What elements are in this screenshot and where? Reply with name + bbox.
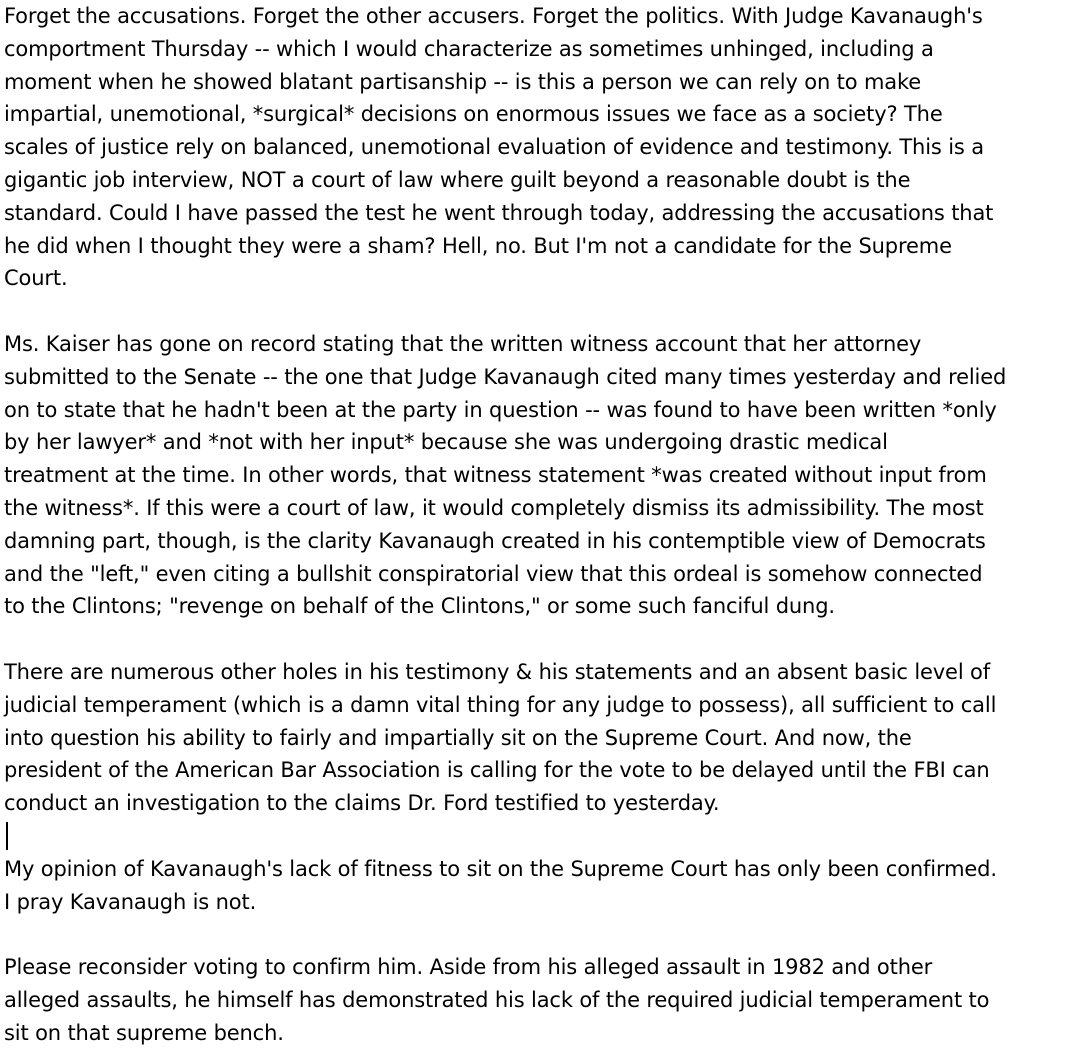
text-line: president of the American Bar Association is calling for the vote to be delayed until the FBI can [4, 758, 990, 783]
text-line: on to state that he hadn't been at the party in question -- was found to have been written *only [4, 397, 997, 422]
paragraph-4 [4, 853, 1064, 919]
text-line: damning part, though, is the clarity Kavanaugh created in his contemptible view of Democrats [4, 528, 986, 553]
text-line: sit on that supreme bench. [4, 1020, 284, 1045]
paragraph-2 [4, 328, 1064, 623]
paragraph-spacer [4, 820, 1064, 853]
text-line: moment when he showed blatant partisanship -- is this a person we can rely on to make [4, 69, 922, 94]
text-line: alleged assaults, he himself has demonstrated his lack of the required judicial temperament to [4, 987, 990, 1012]
paragraph-spacer [4, 295, 1064, 328]
document-body[interactable] [4, 0, 1064, 1050]
text-line: scales of justice rely on balanced, unemotional evaluation of evidence and testimony. This is a [4, 135, 984, 160]
paragraph-3 [4, 656, 1064, 820]
text-line: Ms. Kaiser has gone on record stating that the written witness account that her attorney [4, 331, 922, 356]
text-line: by her lawyer* and *not with her input* because she was undergoing drastic medical [4, 430, 888, 455]
text-line: the witness*. If this were a court of law, it would completely dismiss its admissibility. The most [4, 495, 984, 520]
text-line: to the Clintons; "revenge on behalf of the Clintons," or some such fanciful dung. [4, 594, 835, 619]
text-line: I pray Kavanaugh is not. [4, 889, 257, 914]
text-line: conduct an investigation to the claims Dr. Ford testified to yesterday. [4, 791, 720, 816]
paragraph-1 [4, 0, 1064, 295]
text-line: submitted to the Senate -- the one that Judge Kavanaugh cited many times yesterday and relied [4, 364, 1007, 389]
text-line: impartial, unemotional, *surgical* decisions on enormous issues we face as a society? The [4, 102, 943, 127]
paragraph-5 [4, 951, 1064, 1049]
text-line: comportment Thursday -- which I would characterize as sometimes unhinged, including a [4, 36, 934, 61]
text-line: There are numerous other holes in his testimony & his statements and an absent basic level of [4, 659, 990, 684]
text-line: he did when I thought they were a sham? Hell, no. But I'm not a candidate for the Supreme [4, 233, 952, 258]
text-line: My opinion of Kavanaugh's lack of fitness to sit on the Supreme Court has only been confirmed. [4, 856, 997, 881]
text-line: into question his ability to fairly and impartially sit on the Supreme Court. And now, the [4, 725, 912, 750]
text-line: treatment at the time. In other words, that witness statement *was created without input from [4, 463, 987, 488]
paragraph-spacer [4, 623, 1064, 656]
text-cursor [6, 822, 8, 850]
text-line: and the "left," even citing a bullshit conspiratorial view that this ordeal is somehow connected [4, 561, 983, 586]
paragraph-spacer [4, 918, 1064, 951]
text-line: Please reconsider voting to confirm him. Aside from his alleged assault in 1982 and other [4, 955, 933, 980]
text-line: Court. [4, 266, 68, 291]
text-line: Forget the accusations. Forget the other accusers. Forget the politics. With Judge Kavanaugh's [4, 4, 983, 28]
text-line: gigantic job interview, NOT a court of law where guilt beyond a reasonable doubt is the [4, 167, 911, 192]
text-line: judicial temperament (which is a damn vital thing for any judge to possess), all sufficient to call [4, 692, 997, 717]
text-line: standard. Could I have passed the test he went through today, addressing the accusations that [4, 200, 994, 225]
